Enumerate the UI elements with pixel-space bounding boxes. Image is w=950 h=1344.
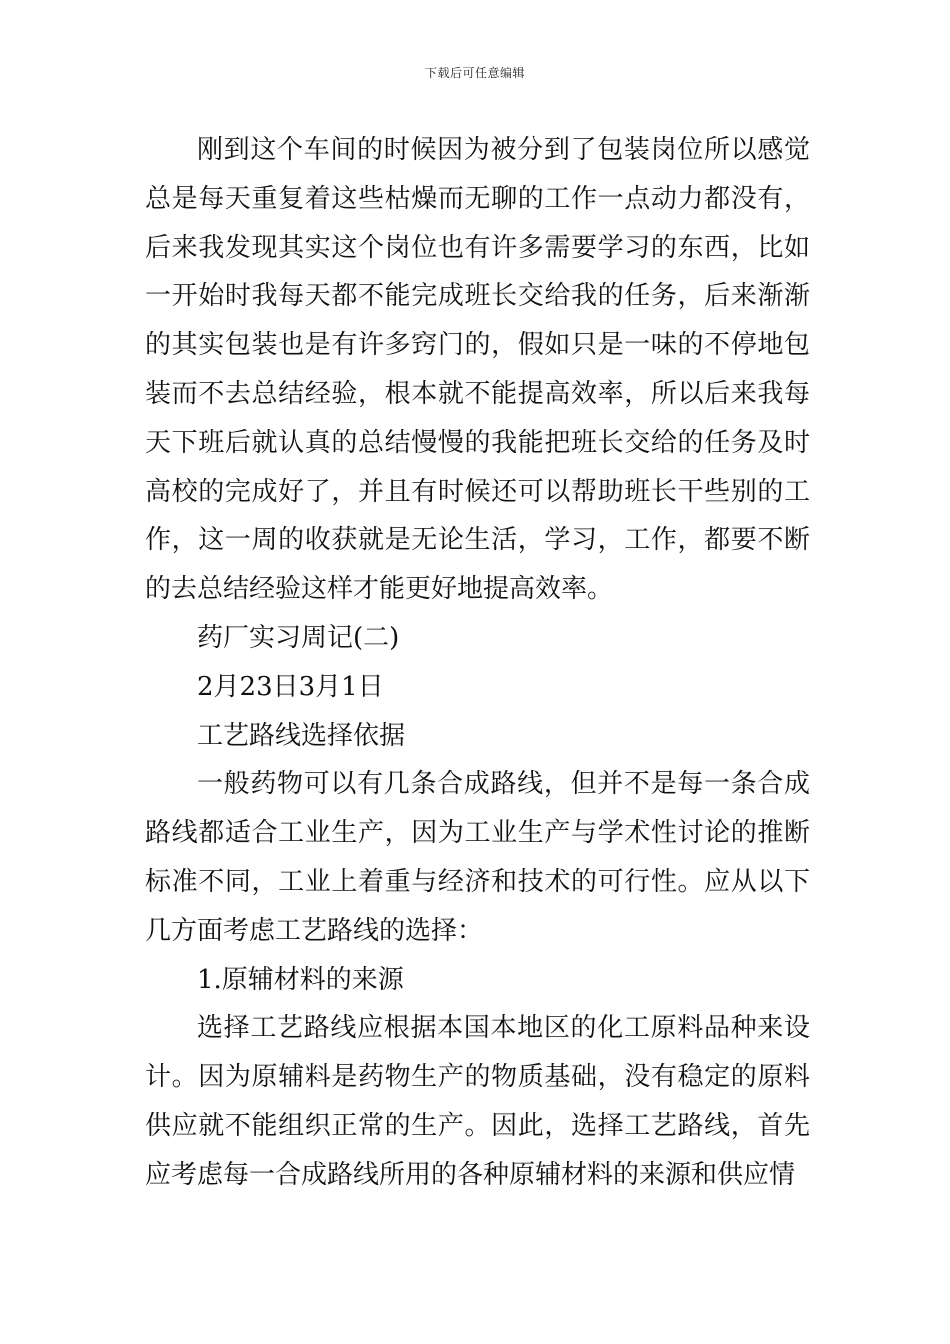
paragraph-workshop-reflection: 刚到这个车间的时候因为被分到了包装岗位所以感觉总是每天重复着这些枯燥而无聊的工作一点动力都没有，后来我发现其实这个岗位也有许多需要学习的东西，比如一开始时我每天都不能完成班长交给我的任务，后来渐渐的其实包装也是有许多窍门的，假如只是一味的不停地包装而不去总结经验，根本就不能提高效率，所以后来我每天下班后就认真的总结慢慢的我能把班长交给的任务及时高校的完成好了，并且有时候还可以帮助班长干些别的工作，这一周的收获就是无论生活，学习，工作，都要不断的去总结经验这样才能更好地提高效率。 — [145, 135, 810, 605]
section-heading-weekly-journal: 药厂实习周记(二) — [197, 622, 400, 653]
date-range: 2月23日3月1日 — [197, 671, 384, 702]
paragraph-raw-materials: 选择工艺路线应根据本国本地区的化工原料品种来设计。因为原辅料是药物生产的物质基础，没有稳定的原料供应就不能组织正常的生产。因此，选择工艺路线，首先应考虑每一合成路线所用的各种原辅材料的来源和供应情 — [145, 1013, 810, 1190]
page-header: 下载后可任意编辑 — [424, 66, 525, 80]
subheading-raw-materials: 1.原辅材料的来源 — [197, 964, 404, 995]
paragraph-route-selection: 一般药物可以有几条合成路线，但并不是每一条合成路线都适合工业生产，因为工业生产与学术性讨论的推断标准不同，工业上着重与经济和技术的可行性。应从以下几方面考虑工艺路线的选择： — [145, 769, 810, 946]
section-heading-process-route: 工艺路线选择依据 — [197, 720, 406, 751]
document-body — [145, 126, 810, 1200]
